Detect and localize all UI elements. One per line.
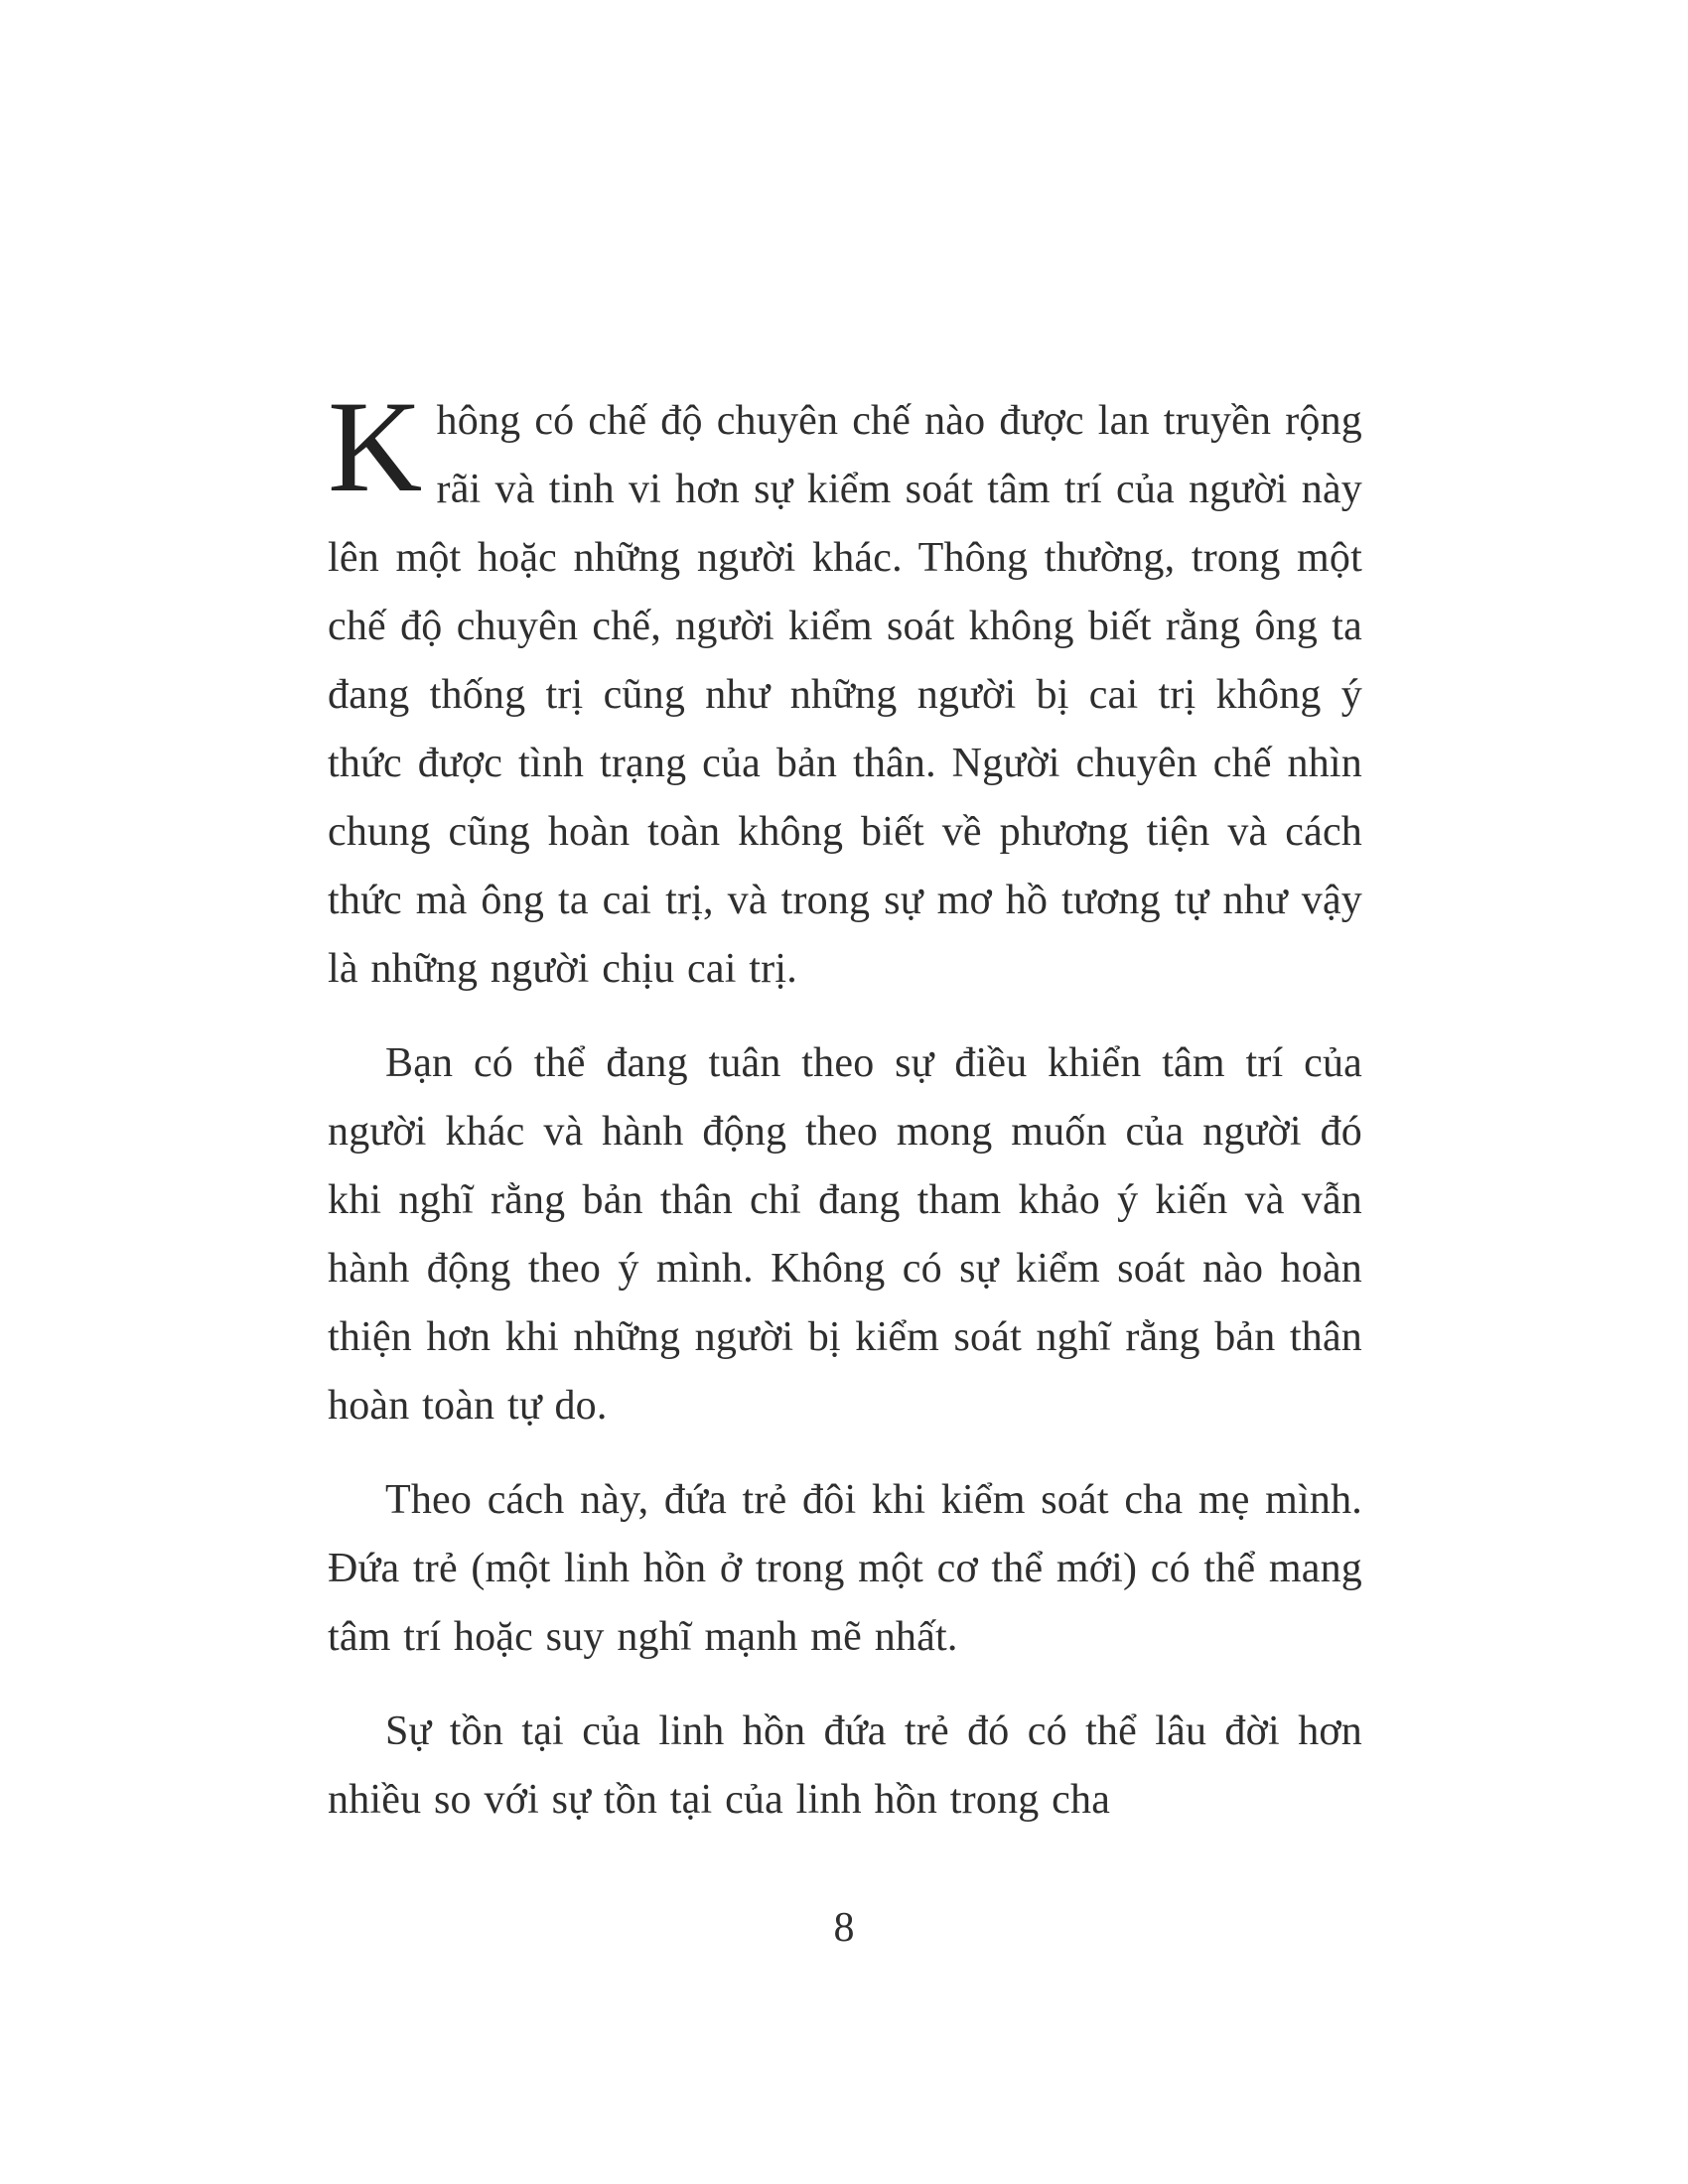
paragraph: Bạn có thể đang tuân theo sự điều khiển tâm trí của người khác và hành động theo mong muốn của người đó khi nghĩ rằng bản thân chỉ đang tham khảo ý kiến và vẫn hành động theo ý mình. Không có sự kiểm soát nào hoàn thiện hơn khi những người bị kiểm soát nghĩ rằng bản thân hoàn toàn tự do. [328,1040,1362,1429]
text-block [328,373,1362,1860]
paragraph: Sự tồn tại của linh hồn đứa trẻ đó có thể lâu đời hơn nhiều so với sự tồn tại của linh hồn trong cha [328,1708,1362,1823]
paragraph: Không có chế độ chuyên chế nào được lan truyền rộng rãi và tinh vi hơn sự kiểm soát tâm trí của người này lên một hoặc những người khác. Thông thường, trong một chế độ chuyên chế, người kiểm soát không biết rằng ông ta đang thống trị cũng như những người bị cai trị không ý thức được tình trạng của bản thân. Người chuyên chế nhìn chung cũng hoàn toàn không biết về phương tiện và cách thức mà ông ta cai trị, và trong sự mơ hồ tương tự như vậy là những người chịu cai trị. [328,373,1362,992]
drop-cap: K [328,373,423,519]
paragraph: Theo cách này, đứa trẻ đôi khi kiểm soát cha mẹ mình. Đứa trẻ (một linh hồn ở trong một cơ thể mới) có thể mang tâm trí hoặc suy nghĩ mạnh mẽ nhất. [328,1477,1362,1660]
page-number: 8 [833,1905,855,1951]
